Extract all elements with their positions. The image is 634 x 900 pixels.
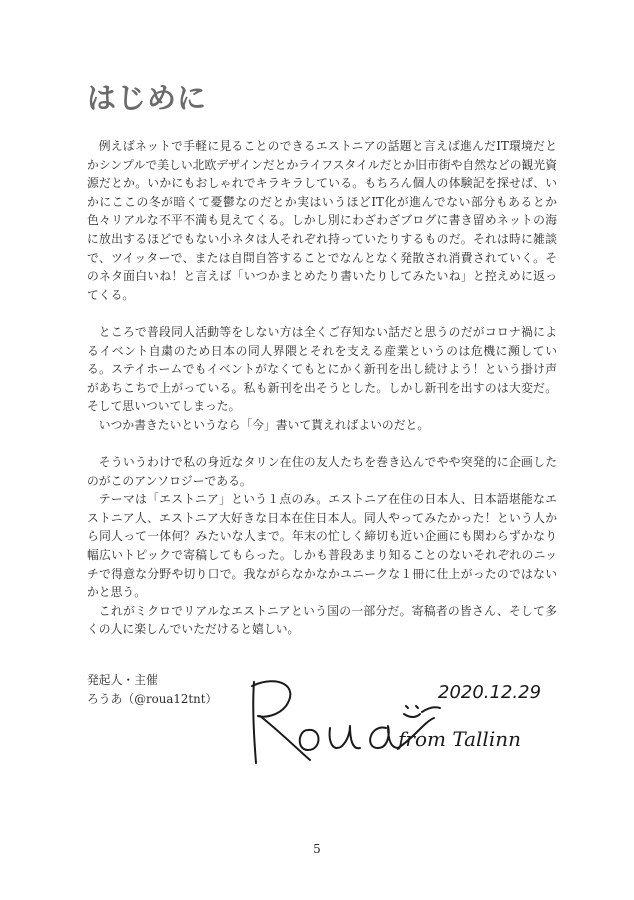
paragraph-gap	[87, 304, 557, 323]
paragraph-3-line-3: これがミクロでリアルなエストニアという国の一部分だ。寄稿者の皆さん、そして多くの人に楽しんでいただけると嬉しい。	[87, 603, 557, 637]
paragraph-2-line-2: いつか書きたいというなら「今」書いて貰えればよいのだと。	[98, 417, 430, 432]
paragraph-gap	[87, 435, 557, 454]
handwritten-signature	[238, 668, 558, 778]
page-title: はじめに	[87, 81, 208, 115]
signature-place: from Tallinn	[398, 727, 521, 751]
page-number: 5	[313, 842, 321, 856]
paragraph-3-line-2: テーマは「エストニア」という１点のみ。エストニア在住の日本人、日本語堪能なエストニア人、エストニア大好きな日本在住日本人。同人やってみたかった！という人から同人って一体何？みたいな人まで。年末の忙しく締切も近い企画にも関わらずかなり幅広いトピックで寄稿してもらった。しかも普段あまり知ることのないそれぞれのニッチで得意な分野や切り口で。我ながらなかなかユニークな１冊に仕上がったのではないかと思う。	[87, 492, 557, 600]
paragraph-3-line-1: そういうわけで私の身近なタリン在住の友人たちを巻き込んでやや突発的に企画したのがこのアンソロジーである。	[87, 455, 557, 488]
credit-block	[87, 671, 217, 708]
paragraph-1: 例えばネットで手軽に見ることのできるエストニアの話題と言えば進んだIT環境だとかシンプルで美しい北欧デザインだとかライフスタイルだとか旧市街や自然などの観光資源だとか。いかにもおしゃれでキラキラしている。もちろん個人の体験記を探せば、いかにここの冬が暗くて憂鬱なのだとか実はいうほどIT化が進んでない部分もあるとか色々リアルな不平不満も見えてくる。しかし別にわざわざブログに書き留めネットの海に放出するほどでもない小ネタは人それぞれ持っていたりするものだ。それは時に雑談で、ツイッターで、または自問自答することでなんとなく発散され消費されていく。そのネタ面白いね！と言えば「いつかまとめたり書いたりしてみたいね」と控えめに返ってくる。	[87, 139, 557, 302]
paragraph-2-line-1: ところで普段同人活動等をしない方は全くご存知ない話だと思うのだがコロナ禍によるイベント自粛のため日本の同人界隈とそれを支える産業というのは危機に瀕している。ステイホームでもイベントがなくてもとにかく新刊を出し続けよう！という掛け声があちこちで上がっている。私も新刊を出そうとした。しかし新刊を出すのは大変だ。そして思いついてしまった。	[87, 324, 557, 414]
credit-role: 発起人・主催	[87, 673, 158, 687]
signature-date: 2020.12.29	[438, 682, 542, 703]
body-text	[87, 137, 557, 639]
credit-name: ろうあ（@roua12tnt）	[87, 691, 218, 706]
